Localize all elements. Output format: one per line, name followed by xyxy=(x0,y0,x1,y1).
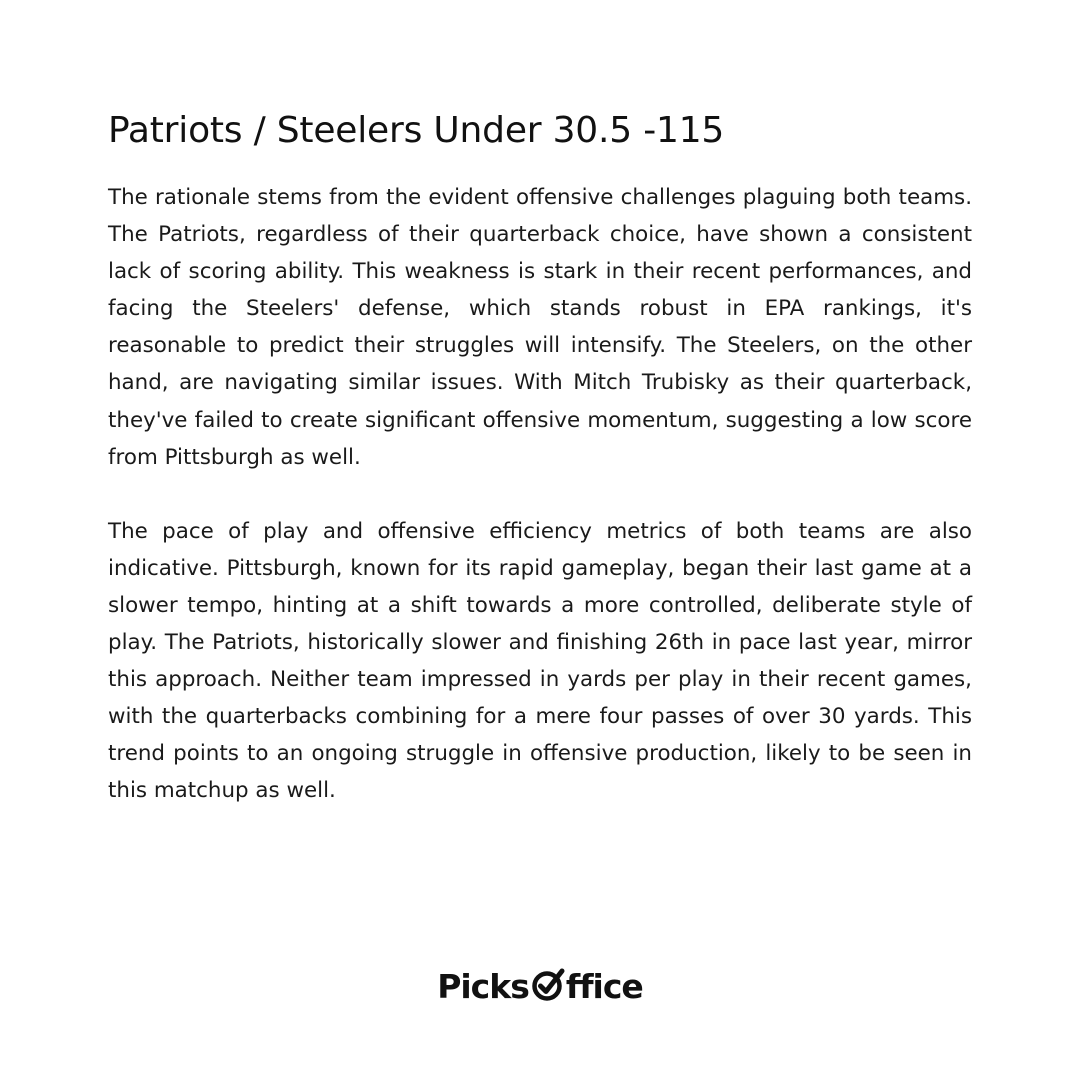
article-paragraph-2: The pace of play and offensive efficiency metrics of both teams are also indicative. Pittsburgh, known for its rapid gameplay, began their last game at a slower tempo, hinting at a shift towards a more controlled, deliberate style of play. The Patriots, historically slower and finishing 26th in pace last year, mirror this approach. Neither team impressed in yards per play in their recent games, with the quarterbacks combining for a mere four passes of over 30 yards. This trend points to an ongoing struggle in offensive production, likely to be seen in this matchup as well. xyxy=(108,518,972,804)
article xyxy=(108,108,972,810)
brand-logo-wordmark xyxy=(437,968,643,1004)
article-title: Patriots / Steelers Under 30.5 -115 xyxy=(108,110,725,151)
article-paragraph-1: The rationale stems from the evident offensive challenges plaguing both teams. The Patriots, regardless of their quarterback choice, have shown a consistent lack of scoring ability. This weakness is stark in their recent performances, and facing the Steelers' defense, which stands robust in EPA rankings, it's reasonable to predict their struggles will intensify. The Steelers, on the other hand, are navigating similar issues. With Mitch Trubisky as their quarterback, they've failed to create significant offensive momentum, suggesting a low score from Pittsburgh as well. xyxy=(108,185,972,470)
brand-logo-text-left: Picks xyxy=(437,966,529,1006)
brand-logo xyxy=(0,968,1080,1004)
check-circle-icon xyxy=(531,966,565,1002)
brand-logo-text-right: ffice xyxy=(565,966,643,1006)
